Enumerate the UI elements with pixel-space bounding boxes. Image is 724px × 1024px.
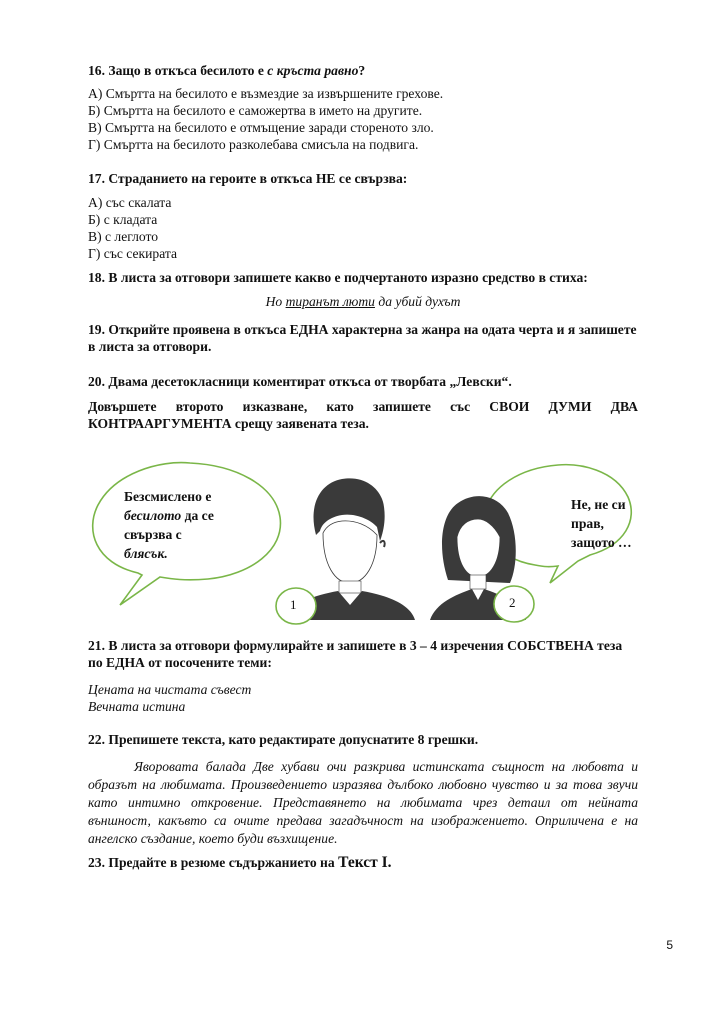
question-22	[88, 731, 638, 848]
question-17	[88, 170, 638, 262]
speech-bubble-left-text: Безсмислено е бесилото да се свързва с блясък.	[124, 489, 214, 561]
option-c: В) Смъртта на бесилото е отмъщение заради стореното зло.	[88, 120, 434, 135]
question-16-title: 16. Защо в откъса бесилото е с кръста равно?	[88, 63, 366, 78]
question-23	[88, 854, 638, 871]
option-d: Г) със секирата	[88, 246, 178, 261]
question-18-title: 18. В листа за отговори запишете какво е подчертаното изразно средство в стиха:	[88, 270, 588, 285]
person-2-label: 2	[509, 595, 516, 610]
speech-bubble-right-text: Не, не си прав, защото …	[571, 497, 632, 550]
option-b: Б) с кладата	[88, 212, 158, 227]
option-b: Б) Смъртта на бесилото е саможертва в името на другите.	[88, 103, 423, 118]
question-16	[88, 62, 638, 153]
question-21-title: 21. В листа за отговори формулирайте и запишете в 3 – 4 изречения СОБСТВЕНА теза по ЕДНА от посочените теми:	[88, 638, 623, 670]
question-17-title: 17. Страданието на героите в откъса НЕ се свързва:	[88, 171, 408, 186]
verse-line: Но тиранът люти да убий духът	[265, 294, 461, 309]
question-20	[88, 373, 638, 432]
text-to-edit: Яворовата балада Две хубави очи разкрива истинската същност на любовта и образът на любимата. Произведението изразява дълбоко любовно чувство и за това звучи като интимно откровение. Представянето на любимата чрез детаил от нейната външност, какъвто са очите предава загадъчност на изображението. Оприличена е на ангелско създание, което буди възхищение.	[88, 759, 638, 846]
question-18	[88, 269, 638, 310]
question-19	[88, 321, 638, 355]
question-19-title: 19. Открийте проявена в откъса ЕДНА характерна за жанра на одата черта и я запишете в листа за отговори.	[88, 322, 637, 354]
option-a: А) със скалата	[88, 195, 172, 210]
page-number: 5	[666, 938, 673, 952]
person-1-label: 1	[290, 597, 297, 612]
topic-item: Цената на чистата съвест	[88, 682, 252, 697]
question-23-title: 23. Предайте в резюме съдържанието на Текст I.	[88, 854, 392, 871]
topic-item: Вечната истина	[88, 699, 186, 714]
question-22-title: 22. Препишете текста, като редактирате допуснатите 8 грешки.	[88, 732, 479, 747]
option-c: В) с леглото	[88, 229, 159, 244]
question-21	[88, 637, 638, 715]
question-20-instruction: Довършете второто изказване, като запишете със СВОИ ДУМИ ДВА КОНТРААРГУМЕНТА срещу заявената теза.	[88, 399, 638, 431]
question-20-title: 20. Двама десетокласници коментират откъса от творбата „Левски“.	[88, 374, 512, 389]
option-a: А) Смъртта на бесилото е възмездие за извършените грехове.	[88, 86, 444, 101]
option-d: Г) Смъртта на бесилото разколебава смисъла на подвига.	[88, 137, 419, 152]
